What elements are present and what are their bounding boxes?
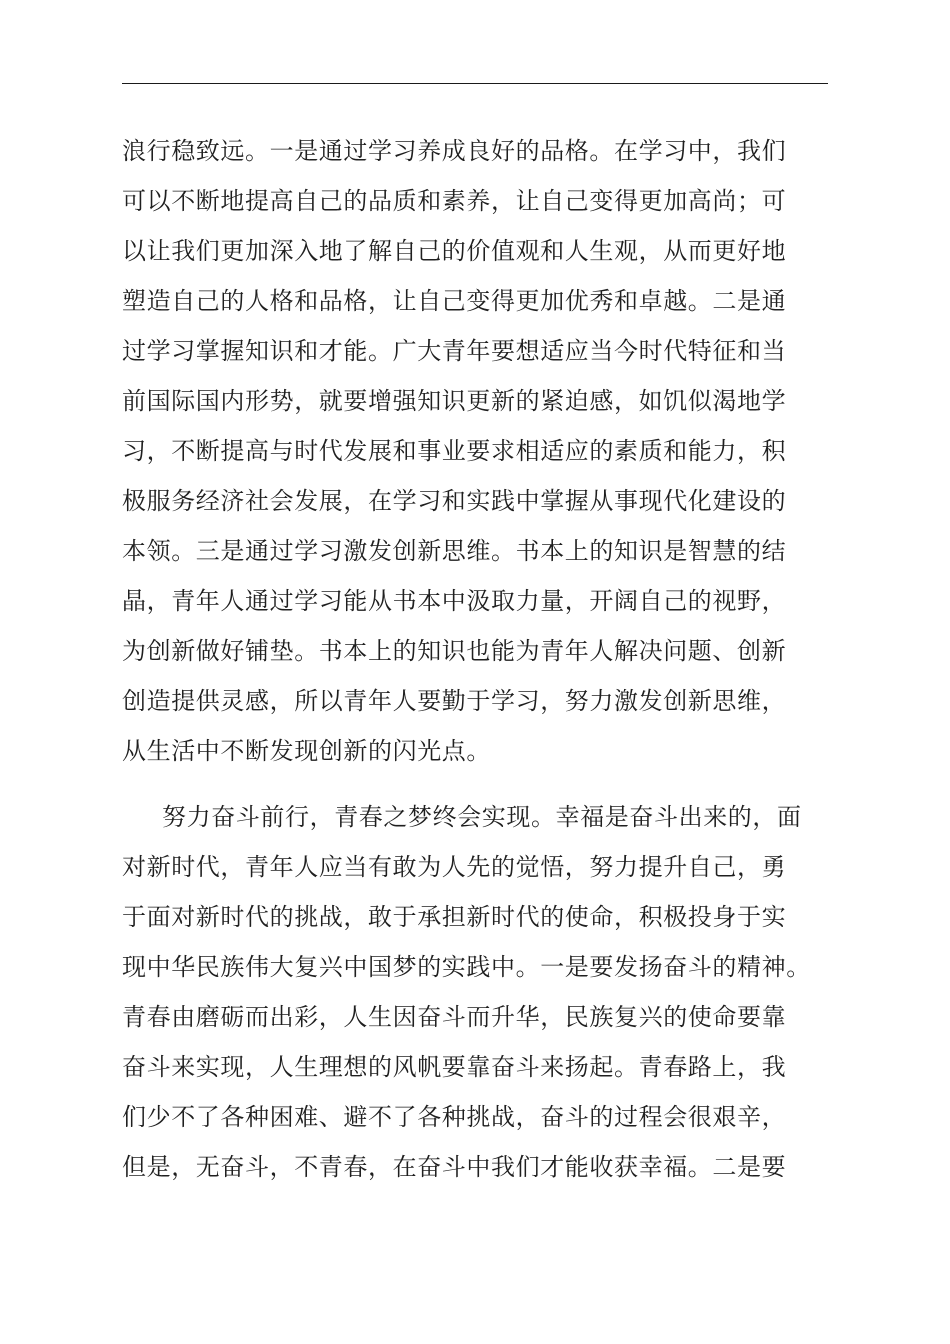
text-line: 为创新做好铺垫。书本上的知识也能为青年人解决问题、创新 [122, 637, 787, 665]
text-line: 对新时代，青年人应当有敢为人先的觉悟，努力提升自己，勇 [122, 853, 787, 881]
text-line: 青春由磨砺而出彩，人生因奋斗而升华，民族复兴的使命要靠 [122, 1003, 787, 1031]
text-line: 本领。三是通过学习激发创新思维。书本上的知识是智慧的结 [122, 537, 787, 565]
text-line: 习，不断提高与时代发展和事业要求相适应的素质和能力，积 [122, 437, 787, 465]
text-line: 过学习掌握知识和才能。广大青年要想适应当今时代特征和当 [122, 337, 787, 365]
text-line: 于面对新时代的挑战，敢于承担新时代的使命，积极投身于实 [122, 903, 787, 931]
text-line: 前国际国内形势，就要增强知识更新的紧迫感，如饥似渴地学 [122, 387, 787, 415]
text-line: 努力奋斗前行，青春之梦终会实现。幸福是奋斗出来的，面 [162, 803, 802, 831]
text-line: 极服务经济社会发展，在学习和实践中掌握从事现代化建设的 [122, 487, 787, 515]
text-line: 们少不了各种困难、避不了各种挑战，奋斗的过程会很艰辛， [122, 1103, 787, 1131]
text-line: 创造提供灵感，所以青年人要勤于学习，努力激发创新思维， [122, 687, 787, 715]
text-line: 晶，青年人通过学习能从书本中汲取力量，开阔自己的视野， [122, 587, 787, 615]
paragraph-gap [122, 776, 828, 792]
text-line: 奋斗来实现，人生理想的风帆要靠奋斗来扬起。青春路上，我 [122, 1053, 787, 1081]
text-line: 从生活中不断发现创新的闪光点。 [122, 737, 491, 765]
text-line: 以让我们更加深入地了解自己的价值观和人生观，从而更好地 [122, 237, 787, 265]
body-text [122, 126, 828, 1192]
text-line: 但是，无奋斗，不青春，在奋斗中我们才能收获幸福。二是要 [122, 1153, 787, 1181]
text-line: 浪行稳致远。一是通过学习养成良好的品格。在学习中，我们 [122, 137, 787, 165]
paragraph [122, 792, 828, 1192]
text-line: 现中华民族伟大复兴中国梦的实践中。一是要发扬奋斗的精神。 [122, 953, 811, 981]
paragraph [122, 126, 828, 776]
header-rule [122, 83, 828, 84]
text-line: 塑造自己的人格和品格，让自己变得更加优秀和卓越。二是通 [122, 287, 787, 315]
text-line: 可以不断地提高自己的品质和素养，让自己变得更加高尚；可 [122, 187, 787, 215]
